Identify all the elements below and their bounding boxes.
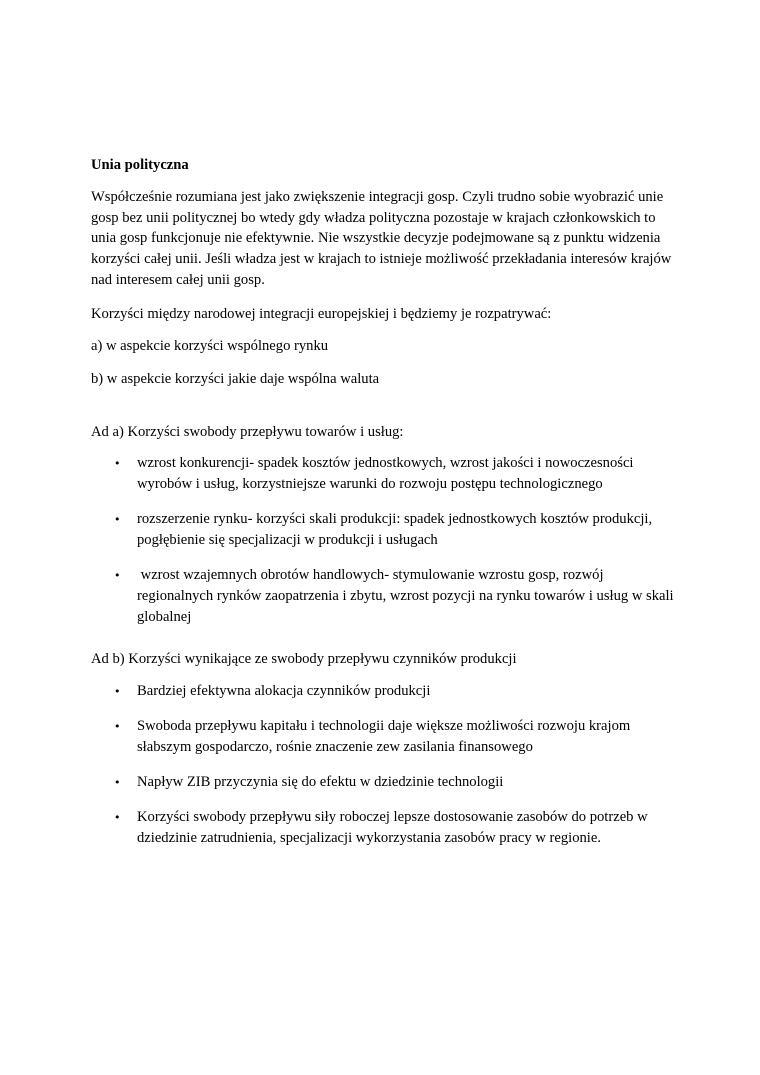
list-item-text: wzrost konkurencji- spadek kosztów jednostkowych, wzrost jakości i nowoczesności wyrobów i usług, korzystniejsze warunki do rozwoju postępu technologicznego [137,455,634,493]
list-item-text: rozszerzenie rynku- korzyści skali produkcji: spadek jednostkowych kosztów produkcji, pogłębienie się specjalizacji w produkcji i usługach [137,511,653,549]
document-body [91,155,681,863]
list-item-text: Bardziej efektywna alokacja czynników produkcji [137,683,431,700]
list-item-text: Swoboda przepływu kapitału i technologii daje większe możliwości rozwoju krajom słabszym gospodarczo, rośnie znaczenie zew zasilania finansowego [137,718,631,756]
bullet-icon: • [114,776,121,790]
section-a-heading: Ad a) Korzyści swobody przepływu towarów i usług: [91,423,404,440]
aspect-a-paragraph: a) w aspekcie korzyści wspólnego rynku [91,338,329,355]
list-item [91,453,681,495]
bullet-icon: • [114,685,121,699]
list-item [91,565,681,628]
document-heading: Unia polityczna [91,157,189,173]
list-item [91,716,681,758]
section-a-list [91,453,681,628]
list-item-text: wzrost wzajemnych obrotów handlowych- stymulowanie wzrostu gosp, rozwój regionalnych rynków zaopatrzenia i zbytu, wzrost pozycji na rynku towarów i usług w skali globalnej [137,567,678,626]
section-b-heading: Ad b) Korzyści wynikające ze swobody przepływu czynników produkcji [91,651,517,668]
benefits-intro-paragraph: Korzyści między narodowej integracji europejskiej i będziemy je rozpatrywać: [91,305,552,322]
list-item [91,681,681,702]
intro-paragraph: Współcześnie rozumiana jest jako zwiększenie integracji gosp. Czyli trudno sobie wyobrazić unie gosp bez unii politycznej bo wtedy gdy władza polityczna pozostaje w krajach członkowskich to unia gosp funkcjonuje nie efektywnie. Nie wszystkie decyzje podejmowane są z punktu widzenia korzyści całej unii. Jeśli władza jest w krajach to istnieje możliwość przekładania interesów krajów nad interesem całej unii gosp. [91,189,672,288]
bullet-icon: • [114,811,121,825]
list-item [91,807,681,849]
list-item [91,772,681,793]
list-item-text: Napływ ZIB przyczynia się do efektu w dziedzinie technologii [137,774,504,791]
section-b-list [91,681,681,849]
aspect-b-paragraph: b) w aspekcie korzyści jakie daje wspólna waluta [91,370,380,387]
bullet-icon: • [114,569,121,583]
bullet-icon: • [114,457,121,471]
bullet-icon: • [114,513,121,527]
list-item [91,509,681,551]
bullet-icon: • [114,720,121,734]
section-spacer [91,402,681,422]
list-item-text: Korzyści swobody przepływu siły roboczej lepsze dostosowanie zasobów do potrzeb w dziedzinie zatrudnienia, specjalizacji wykorzystania zasobów pracy w regionie. [137,809,648,847]
